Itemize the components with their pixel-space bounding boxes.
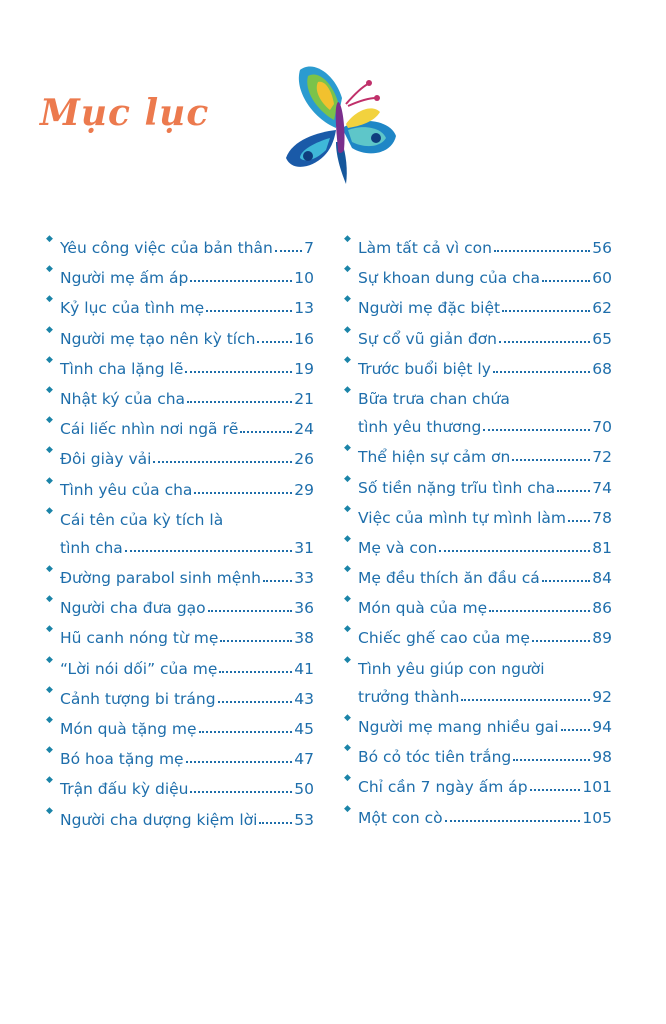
toc-entry-page: 86 — [592, 599, 612, 618]
dot-leader — [561, 729, 591, 731]
toc-entry[interactable] — [46, 556, 314, 586]
toc-entry[interactable] — [344, 765, 612, 795]
dot-leader — [125, 550, 292, 552]
toc-entry-page: 89 — [592, 629, 612, 648]
diamond-bullet-icon: ◆ — [344, 624, 351, 635]
diamond-bullet-icon: ◆ — [46, 564, 53, 575]
dot-leader — [257, 341, 292, 343]
diamond-bullet-icon: ◆ — [46, 264, 53, 275]
dot-leader — [493, 371, 590, 373]
diamond-bullet-icon: ◆ — [344, 654, 351, 665]
toc-entry-page: 65 — [592, 329, 612, 348]
dot-leader — [259, 822, 292, 824]
diamond-bullet-icon: ◆ — [344, 234, 351, 244]
dot-leader — [199, 731, 293, 733]
toc-entry-title: Đôi giày vải — [60, 450, 152, 469]
diamond-bullet-icon: ◆ — [344, 473, 351, 484]
toc-entry[interactable] — [46, 377, 314, 407]
toc-entry-title-continued: tình yêu thương — [358, 417, 482, 436]
toc-entry[interactable] — [46, 468, 314, 498]
dot-leader — [187, 401, 292, 403]
dot-leader — [208, 610, 293, 612]
toc-entry[interactable] — [46, 317, 314, 347]
butterfly-icon — [272, 58, 402, 188]
toc-entry[interactable] — [46, 767, 314, 797]
toc-entry[interactable] — [344, 796, 612, 826]
toc-entry-title: Nhật ký của cha — [60, 389, 186, 408]
dot-leader — [190, 791, 292, 793]
diamond-bullet-icon: ◆ — [46, 384, 53, 395]
toc-entry[interactable] — [46, 347, 314, 377]
toc-entry-page: 62 — [592, 299, 612, 318]
dot-leader — [218, 701, 293, 703]
diamond-bullet-icon: ◆ — [344, 443, 351, 454]
toc-entry-title: Trận đấu kỳ diệu — [60, 780, 189, 799]
diamond-bullet-icon: ◆ — [344, 503, 351, 514]
diamond-bullet-icon: ◆ — [344, 743, 351, 754]
toc-entry-page: 94 — [592, 718, 612, 737]
toc-entry-title: Người mẹ ấm áp — [60, 269, 189, 288]
toc-entry-title: Kỷ lục của tình mẹ — [60, 299, 205, 318]
toc-entry[interactable] — [344, 377, 612, 435]
toc-entry-title: Số tiền nặng trĩu tình cha — [358, 478, 556, 497]
toc-entry-title: Đường parabol sinh mệnh — [60, 569, 261, 588]
dot-leader — [494, 250, 590, 252]
toc-entry[interactable] — [344, 317, 612, 347]
diamond-bullet-icon: ◆ — [344, 713, 351, 724]
toc-entry-page: 56 — [592, 239, 612, 257]
page-title: Mục lục — [40, 92, 210, 134]
diamond-bullet-icon: ◆ — [46, 624, 53, 635]
toc-entry[interactable] — [46, 286, 314, 316]
dot-leader — [185, 371, 292, 373]
toc-entry[interactable] — [344, 735, 612, 765]
toc-entry-page: 38 — [294, 629, 314, 648]
toc-entry-title: Người cha đưa gạo — [60, 599, 206, 618]
toc-entry-title: Bữa trưa chan chứa — [358, 389, 510, 408]
diamond-bullet-icon: ◆ — [46, 684, 53, 695]
toc-entry[interactable] — [344, 647, 612, 705]
diamond-bullet-icon: ◆ — [46, 715, 53, 726]
dot-leader — [206, 310, 292, 312]
dot-leader — [512, 459, 590, 461]
diamond-bullet-icon: ◆ — [344, 564, 351, 575]
dot-leader — [153, 461, 292, 463]
toc-entry-page: 41 — [294, 659, 314, 678]
dot-leader — [489, 610, 590, 612]
dot-leader — [445, 820, 581, 822]
dot-leader — [542, 580, 590, 582]
toc-entry[interactable] — [46, 586, 314, 616]
toc-entry-page: 101 — [582, 778, 612, 797]
dot-leader — [499, 341, 590, 343]
toc-entry-page: 45 — [294, 720, 314, 739]
diamond-bullet-icon: ◆ — [344, 264, 351, 275]
toc-entry-page: 60 — [592, 269, 612, 288]
toc-entry-page: 29 — [294, 480, 314, 499]
toc-entry-page: 53 — [294, 810, 314, 829]
toc-entry-title: Cái liếc nhìn nơi ngã rẽ — [60, 420, 239, 439]
toc-entry-page: 33 — [294, 569, 314, 588]
toc-entry-title: Người mẹ đặc biệt — [358, 299, 501, 318]
toc-left-column — [46, 226, 314, 828]
toc-entry-title: Hũ canh nóng từ mẹ — [60, 629, 219, 648]
diamond-bullet-icon: ◆ — [344, 294, 351, 305]
dot-leader — [190, 280, 292, 282]
toc-entry[interactable] — [344, 347, 612, 377]
toc-entry[interactable] — [46, 256, 314, 286]
toc-entry-page: 72 — [592, 448, 612, 467]
toc-entry-title: Món quà của mẹ — [358, 599, 488, 618]
diamond-bullet-icon: ◆ — [46, 745, 53, 756]
dot-leader — [186, 761, 293, 763]
diamond-bullet-icon: ◆ — [46, 594, 53, 605]
toc-entry-page: 21 — [294, 389, 314, 408]
toc-entry[interactable] — [344, 286, 612, 316]
toc-entry-page: 78 — [592, 508, 612, 527]
diamond-bullet-icon: ◆ — [344, 533, 351, 544]
toc-entry-title: Yêu công việc của bản thân — [60, 239, 273, 257]
dot-leader — [557, 490, 590, 492]
dot-leader — [275, 250, 302, 252]
toc-entry[interactable] — [344, 256, 612, 286]
diamond-bullet-icon: ◆ — [344, 384, 351, 395]
toc-entry-page: 105 — [582, 808, 612, 827]
dot-leader — [542, 280, 590, 282]
toc-entry-page: 47 — [294, 750, 314, 769]
toc-entry-title: Chỉ cần 7 ngày ấm áp — [358, 778, 528, 797]
toc-entry-page: 31 — [294, 538, 314, 557]
toc-entry-page: 70 — [592, 417, 612, 436]
dot-leader — [532, 640, 590, 642]
dot-leader — [263, 580, 292, 582]
diamond-bullet-icon: ◆ — [344, 324, 351, 335]
toc-entry-page: 74 — [592, 478, 612, 497]
toc-entry-page: 43 — [294, 689, 314, 708]
toc-entry-page: 19 — [294, 359, 314, 378]
toc-entry[interactable] — [46, 707, 314, 737]
diamond-bullet-icon: ◆ — [344, 773, 351, 784]
toc-entry[interactable] — [344, 466, 612, 496]
toc-entry-title: Cái tên của kỳ tích là — [60, 510, 224, 529]
toc-entry-title: Người mẹ tạo nên kỳ tích — [60, 329, 256, 348]
toc-entry-page: 81 — [592, 538, 612, 557]
toc-entry-title: Mẹ và con — [358, 538, 438, 557]
toc-entry-page: 36 — [294, 599, 314, 618]
toc-entry-page: 92 — [592, 687, 612, 706]
toc-entry-title: Cảnh tượng bi tráng — [60, 689, 216, 708]
toc-entry-title: Trước buổi biệt ly — [358, 359, 491, 378]
diamond-bullet-icon: ◆ — [46, 775, 53, 786]
toc-entry[interactable] — [46, 407, 314, 437]
diamond-bullet-icon: ◆ — [46, 294, 53, 305]
toc-entry[interactable] — [344, 226, 612, 256]
dot-leader — [220, 640, 292, 642]
toc-entry-title-continued: tình cha — [60, 538, 123, 557]
dot-leader — [568, 520, 590, 522]
toc-entry-page: 7 — [304, 239, 314, 257]
toc-entry-title: Món quà tặng mẹ — [60, 720, 197, 739]
diamond-bullet-icon: ◆ — [344, 354, 351, 365]
toc-entry-page: 13 — [294, 299, 314, 318]
toc-entry[interactable] — [344, 496, 612, 526]
toc-entry[interactable] — [344, 526, 612, 556]
toc-entry-title: Chiếc ghế cao của mẹ — [358, 629, 530, 648]
dot-leader — [240, 431, 292, 433]
diamond-bullet-icon: ◆ — [46, 354, 53, 365]
toc-entry-title: Mẹ đều thích ăn đầu cá — [358, 569, 540, 588]
dot-leader — [194, 492, 292, 494]
toc-entry[interactable] — [46, 498, 314, 556]
toc-entry-title: “Lời nói dối” của mẹ — [60, 659, 218, 678]
toc-right-column — [344, 226, 612, 826]
toc-entry[interactable] — [344, 705, 612, 735]
toc-entry-title: Một con cò — [358, 808, 443, 827]
toc-entry-page: 98 — [592, 748, 612, 767]
toc-entry-title: Việc của mình tự mình làm — [358, 508, 567, 527]
toc-entry-title: Người cha dượng kiệm lời — [60, 810, 258, 829]
toc-entry[interactable] — [46, 226, 314, 256]
toc-entry[interactable] — [46, 677, 314, 707]
toc-entry-title: Sự cổ vũ giản đơn — [358, 329, 497, 348]
toc-entry-title: Sự khoan dung của cha — [358, 269, 540, 288]
toc-entry-title-continued: trưởng thành — [358, 687, 460, 706]
dot-leader — [219, 671, 292, 673]
dot-leader — [502, 310, 590, 312]
diamond-bullet-icon: ◆ — [46, 234, 53, 244]
diamond-bullet-icon: ◆ — [344, 803, 351, 814]
toc-entry-page: 26 — [294, 450, 314, 469]
toc-entry[interactable] — [344, 616, 612, 646]
dot-leader — [461, 699, 590, 701]
dot-leader — [530, 789, 581, 791]
diamond-bullet-icon: ◆ — [46, 445, 53, 456]
diamond-bullet-icon: ◆ — [46, 505, 53, 516]
toc-entry[interactable] — [344, 556, 612, 586]
toc-entry-title: Tình yêu của cha — [60, 480, 193, 499]
toc-entry-page: 24 — [294, 420, 314, 439]
toc-entry-title: Người mẹ mang nhiều gai — [358, 718, 559, 737]
toc-entry[interactable] — [344, 586, 612, 616]
diamond-bullet-icon: ◆ — [46, 415, 53, 426]
toc-entry[interactable] — [46, 798, 314, 828]
toc-entry-title: Thể hiện sự cảm ơn — [358, 448, 511, 467]
toc-entry-page: 68 — [592, 359, 612, 378]
diamond-bullet-icon: ◆ — [46, 475, 53, 486]
diamond-bullet-icon: ◆ — [46, 654, 53, 665]
toc-entry-title: Tình cha lặng lẽ — [60, 359, 184, 378]
toc-entry-title: Tình yêu giúp con người — [358, 659, 545, 678]
toc-entry-title: Bó hoa tặng mẹ — [60, 750, 184, 769]
toc-entry[interactable] — [46, 647, 314, 677]
toc-entry-page: 16 — [294, 329, 314, 348]
toc-entry-title: Bó cỏ tóc tiên trắng — [358, 748, 512, 767]
toc-entry-title: Làm tất cả vì con — [358, 239, 492, 257]
toc-entry-page: 10 — [294, 269, 314, 288]
diamond-bullet-icon: ◆ — [46, 805, 53, 816]
toc-entry[interactable] — [344, 435, 612, 465]
diamond-bullet-icon: ◆ — [344, 594, 351, 605]
toc-entry[interactable] — [46, 616, 314, 646]
toc-entry[interactable] — [46, 737, 314, 767]
dot-leader — [513, 759, 590, 761]
dot-leader — [439, 550, 590, 552]
toc-entry-page: 84 — [592, 569, 612, 588]
toc-entry[interactable] — [46, 437, 314, 467]
diamond-bullet-icon: ◆ — [46, 324, 53, 335]
dot-leader — [483, 429, 590, 431]
toc-entry-page: 50 — [294, 780, 314, 799]
